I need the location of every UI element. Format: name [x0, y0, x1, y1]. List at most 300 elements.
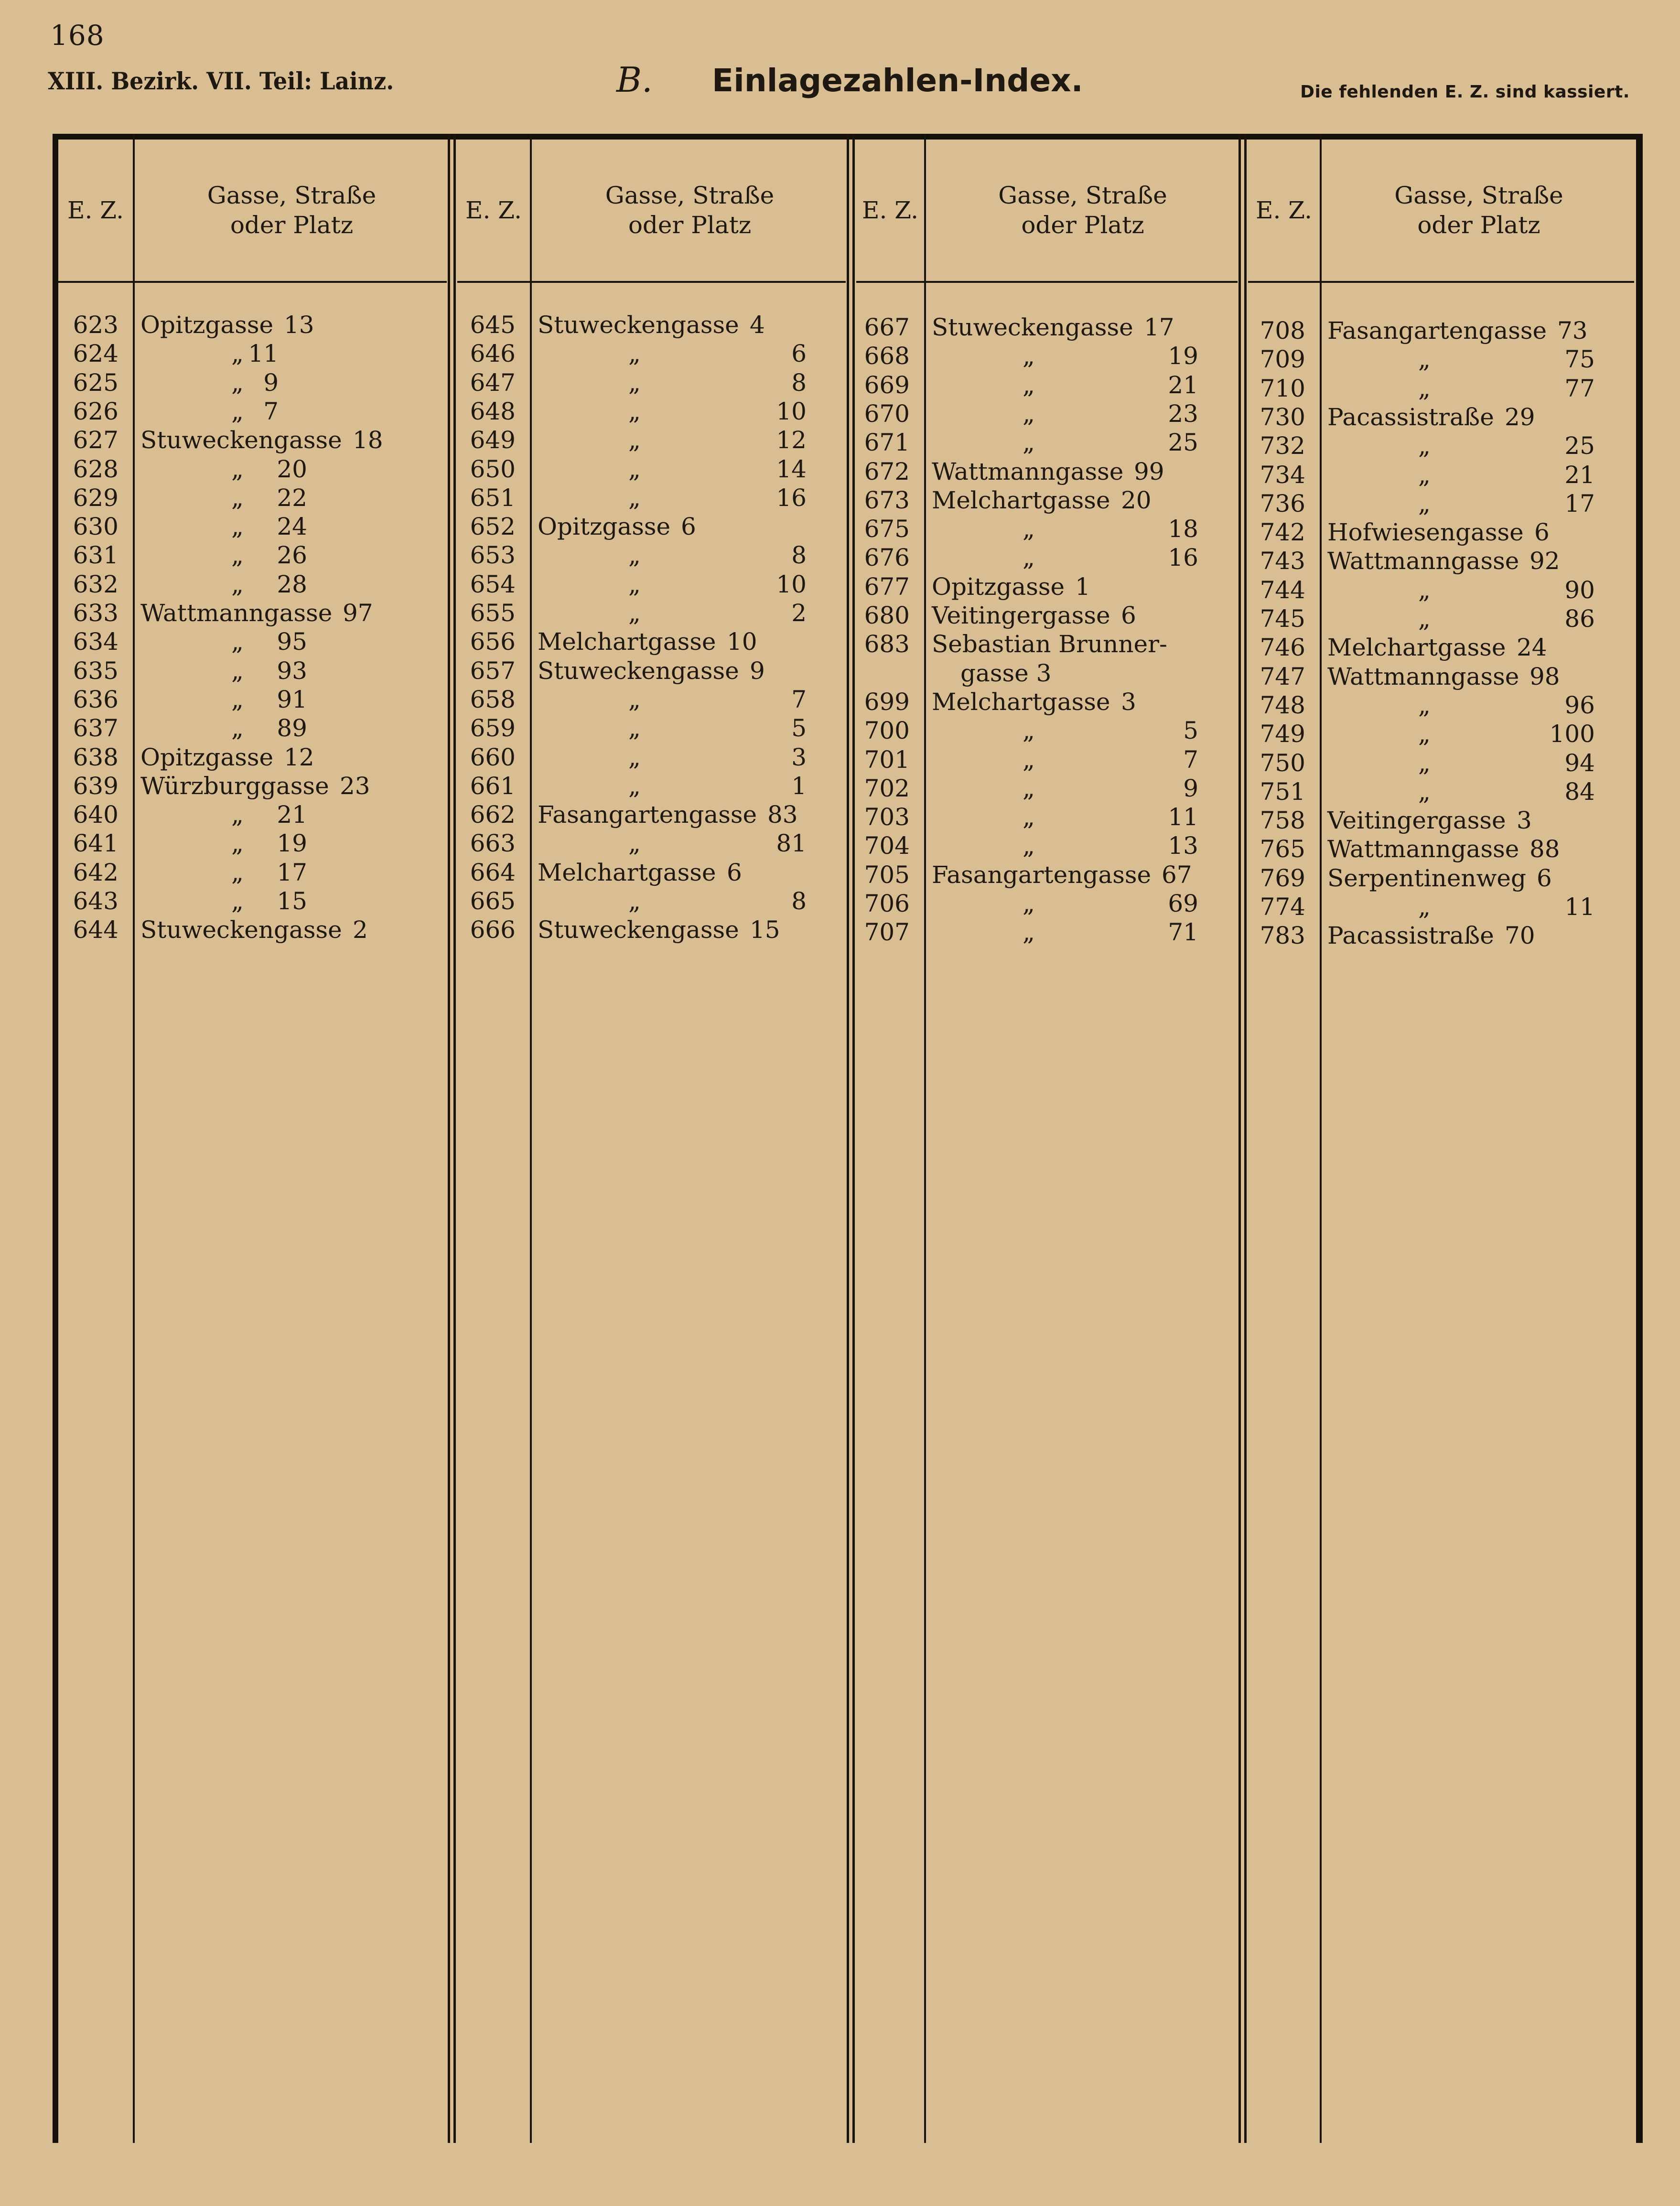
entry-ez-number: 708 — [1260, 317, 1305, 344]
entry-ez-number: 734 — [1260, 461, 1305, 489]
entry-house-number: 14 — [776, 455, 807, 483]
entry-street — [140, 599, 436, 627]
entry-house-number: 81 — [776, 829, 807, 858]
entry-street — [140, 743, 436, 772]
column-divider — [924, 134, 926, 2143]
entry-house-number: 95 — [277, 628, 307, 656]
entry-street-name: „ — [231, 340, 244, 368]
entry-ez-number: 783 — [1260, 922, 1305, 950]
entry-ez-number: 665 — [470, 887, 516, 915]
entry-house-number: 25 — [1168, 429, 1198, 457]
entry-street-name: „ — [1418, 691, 1431, 719]
entry-ez-number: 710 — [1260, 374, 1305, 402]
street-header-line1: Gasse, Straße — [207, 182, 377, 209]
entry-house-number: 4 — [750, 311, 765, 339]
entry-ez-number: 650 — [470, 455, 516, 483]
entry-house-number: 20 — [1121, 486, 1152, 514]
entry-street-name: „ — [1418, 749, 1431, 777]
entry-ez-number: 746 — [1260, 634, 1305, 662]
entry-house-number: 16 — [1168, 544, 1198, 572]
group-divider — [1244, 134, 1247, 2143]
entry-ez-number: 631 — [73, 541, 118, 570]
entry-street-name: Melchartgasse — [932, 486, 1110, 514]
entry-house-number: 18 — [353, 426, 383, 454]
entry-house-number: 10 — [776, 397, 807, 425]
entry-ez-number: 630 — [73, 513, 118, 541]
entry-street — [538, 599, 835, 627]
entry-street — [932, 918, 1227, 947]
entry-ez-number: 745 — [1260, 605, 1305, 633]
street-header-line2: oder Platz — [1417, 211, 1540, 239]
entry-ez-number: 661 — [470, 772, 516, 800]
entry-street-name: „ — [628, 455, 641, 483]
entry-ez-number: 646 — [470, 340, 516, 368]
entry-house-number: 89 — [277, 714, 307, 743]
entry-ez-number: 769 — [1260, 864, 1305, 892]
entry-street — [1327, 864, 1624, 893]
entry-street — [140, 397, 436, 426]
entry-house-number: 8 — [791, 541, 807, 570]
entry-street — [1327, 518, 1624, 547]
entry-house-number: 21 — [1564, 461, 1595, 489]
entry-house-number: 77 — [1564, 374, 1595, 402]
entry-street-name: „ — [1418, 345, 1431, 374]
entry-house-number: 86 — [1564, 605, 1595, 633]
entry-street — [932, 889, 1227, 918]
entry-house-number: 90 — [1564, 576, 1595, 604]
entry-ez-number: 660 — [470, 743, 516, 771]
entry-house-number: 91 — [277, 685, 307, 713]
entry-street-name: Wattmanngasse — [1327, 835, 1519, 863]
entry-street — [538, 858, 835, 887]
entry-street-name: „ — [231, 829, 244, 858]
entry-street-name: „ — [231, 570, 244, 598]
entry-street — [538, 714, 835, 743]
entry-street-name: Wattmanngasse — [1327, 547, 1519, 575]
entry-street — [1327, 461, 1624, 489]
entry-house-number: 98 — [1529, 662, 1560, 690]
entry-house-number: 9 — [263, 368, 279, 397]
entry-street — [538, 570, 835, 599]
entry-ez-number: 699 — [864, 688, 910, 716]
entry-ez-number: 659 — [470, 714, 516, 743]
entry-house-number: 2 — [791, 599, 807, 627]
entry-street-name: „ — [231, 455, 244, 483]
entry-street-name: „ — [628, 368, 641, 397]
entry-street — [140, 887, 436, 915]
entry-street — [932, 486, 1227, 515]
entry-house-number: 83 — [767, 801, 798, 829]
entry-street — [1327, 633, 1624, 662]
entry-house-number: 3 — [791, 743, 807, 771]
entry-street-name: „ — [628, 743, 641, 771]
entry-ez-number: 652 — [470, 513, 516, 541]
entry-street-name: „ — [1023, 342, 1035, 370]
entry-house-number: 6 — [681, 513, 696, 541]
entry-street — [1327, 806, 1624, 835]
entry-street-name: Stuweckengasse — [932, 313, 1133, 341]
entry-ez-number: 774 — [1260, 893, 1305, 921]
entry-street — [1327, 777, 1624, 806]
entry-ez-number: 748 — [1260, 691, 1305, 719]
entry-street — [1327, 576, 1624, 604]
entry-street — [932, 601, 1227, 630]
entry-street — [140, 800, 436, 829]
group-divider — [852, 134, 855, 2143]
entry-ez-number: 654 — [470, 570, 516, 598]
entry-street — [932, 572, 1227, 601]
entry-street — [932, 716, 1227, 745]
entry-street — [140, 656, 436, 685]
entry-street-name: Opitzgasse — [932, 572, 1065, 601]
entry-street — [932, 313, 1227, 342]
entry-street — [932, 371, 1227, 399]
entry-street-name: „ — [231, 887, 244, 915]
street-header-line2: oder Platz — [1021, 211, 1144, 239]
entry-street-name: „ — [1418, 777, 1431, 806]
entry-ez-number: 643 — [73, 887, 118, 915]
entry-ez-number: 629 — [73, 484, 118, 512]
entry-street — [538, 829, 835, 858]
entry-street — [538, 772, 835, 800]
entry-street — [932, 659, 1227, 688]
entry-street-name: Opitzgasse — [538, 513, 671, 541]
entry-street-name: „ — [1023, 890, 1035, 917]
entry-ez-number: 673 — [864, 486, 910, 514]
entry-ez-number: 640 — [73, 801, 118, 829]
page-title: Einlagezahlen-Index. — [712, 62, 1083, 99]
entry-street-name: Melchartgasse — [538, 628, 716, 656]
entry-house-number: 75 — [1564, 345, 1595, 374]
page-number: 168 — [50, 19, 105, 52]
entry-street-name: „ — [231, 628, 244, 656]
entry-street — [140, 426, 436, 454]
entry-street — [538, 311, 835, 339]
entry-street-name: Stuweckengasse — [538, 656, 739, 685]
entry-street-name: „ — [1023, 515, 1035, 543]
entry-ez-number: 671 — [864, 429, 910, 457]
entry-house-number: 17 — [1144, 313, 1174, 341]
entry-ez-number: 680 — [864, 602, 910, 629]
entry-street — [1327, 749, 1624, 777]
entry-street-name: „ — [1418, 461, 1431, 489]
entry-street-name: „ — [1418, 489, 1431, 517]
entry-ez-number: 702 — [864, 774, 910, 802]
entry-ez-number: 675 — [864, 515, 910, 543]
entry-street — [932, 745, 1227, 774]
entry-street-name: „ — [628, 829, 641, 858]
entry-street-name: „ — [231, 656, 244, 685]
entry-street-name: „ — [1023, 371, 1035, 399]
entry-house-number: 17 — [277, 858, 307, 886]
entry-ez-number: 636 — [73, 685, 118, 713]
entry-ez-number: 644 — [73, 916, 118, 944]
entry-street-name: „ — [1023, 918, 1035, 947]
entry-street — [932, 630, 1227, 658]
entry-street — [1327, 921, 1624, 950]
entry-house-number: 29 — [1505, 403, 1535, 431]
entry-street-name: Melchartgasse — [1327, 634, 1506, 662]
entry-street — [1327, 835, 1624, 863]
entry-street-name: „ — [231, 541, 244, 570]
entry-house-number: 18 — [1168, 515, 1198, 543]
entry-street-name: „ — [1023, 399, 1035, 428]
entry-street — [1327, 720, 1624, 748]
entry-ez-number: 669 — [864, 371, 910, 399]
entry-street — [140, 484, 436, 512]
entry-house-number: 24 — [277, 513, 307, 541]
entry-street — [538, 685, 835, 714]
entry-street-name: „ — [628, 772, 641, 800]
entry-ez-number: 626 — [73, 397, 118, 425]
entry-house-number: 8 — [791, 368, 807, 397]
entry-street-name: „ — [1418, 576, 1431, 604]
entry-street-name: „ — [1023, 717, 1035, 745]
entry-street-name: Stuweckengasse — [140, 426, 342, 454]
entry-house-number: 6 — [727, 858, 742, 886]
entry-street — [140, 915, 436, 944]
entry-street-name: „ — [628, 484, 641, 512]
entry-street — [140, 570, 436, 599]
entry-house-number: 6 — [1537, 864, 1552, 892]
entry-street — [538, 512, 835, 541]
entry-ez-number: 634 — [73, 628, 118, 656]
street-header-line2: oder Platz — [628, 211, 752, 239]
entry-street-name: „ — [628, 714, 641, 743]
entry-street-name: Opitzgasse — [140, 311, 274, 339]
entry-ez-number: 676 — [864, 544, 910, 572]
entry-ez-number: 765 — [1260, 835, 1305, 863]
entry-house-number: 17 — [1564, 489, 1595, 517]
entry-ez-number: 637 — [73, 714, 118, 743]
entry-house-number: 100 — [1549, 720, 1595, 748]
entry-street-name: Pacassistraße — [1327, 403, 1494, 431]
entry-street-name: „ — [628, 887, 641, 915]
entry-street-name: Opitzgasse — [140, 743, 274, 771]
entry-ez-number: 647 — [470, 368, 516, 397]
entry-street — [1327, 403, 1624, 431]
entry-street — [932, 428, 1227, 457]
entry-ez-number: 703 — [864, 803, 910, 831]
entry-street — [932, 688, 1227, 716]
entry-house-number: 9 — [750, 656, 765, 685]
entry-street — [932, 457, 1227, 486]
entry-ez-number: 657 — [470, 656, 516, 685]
entry-street-name: Wattmanngasse — [1327, 662, 1519, 690]
section-letter: B. — [616, 60, 653, 100]
entry-house-number: 96 — [1564, 691, 1595, 719]
street-header-line2: oder Platz — [230, 211, 354, 239]
entry-house-number: 92 — [1529, 547, 1560, 575]
entry-street-name: „ — [231, 714, 244, 743]
entry-street — [538, 800, 835, 829]
entry-ez-number: 627 — [73, 426, 118, 454]
entry-house-number: 15 — [750, 916, 780, 944]
ez-column-header — [457, 139, 530, 282]
entry-house-number: 11 — [248, 340, 279, 368]
entry-ez-number: 707 — [864, 918, 910, 947]
entry-ez-number: 749 — [1260, 720, 1305, 748]
entry-house-number: 19 — [1168, 342, 1198, 370]
entry-ez-number: 655 — [470, 599, 516, 627]
entry-house-number: 8 — [791, 887, 807, 915]
entry-ez-number: 736 — [1260, 489, 1305, 517]
entry-house-number: 10 — [727, 628, 757, 656]
entry-ez-number: 656 — [470, 628, 516, 656]
entry-street — [538, 455, 835, 484]
entry-ez-number: 651 — [470, 484, 516, 512]
entry-street — [1327, 604, 1624, 633]
entry-street — [140, 685, 436, 714]
entry-street-name: „ — [1023, 429, 1035, 457]
entry-house-number: 70 — [1505, 922, 1535, 950]
entry-street-name: „ — [1023, 544, 1035, 572]
entry-house-number: 93 — [277, 656, 307, 685]
entry-ez-number: 743 — [1260, 547, 1305, 575]
entry-ez-number: 701 — [864, 745, 910, 774]
entry-street-name: Serpentinenweg — [1327, 864, 1527, 892]
entry-street — [932, 803, 1227, 831]
entry-street-name: „ — [1418, 720, 1431, 748]
entry-house-number: 7 — [791, 685, 807, 713]
entry-street-name: „ — [628, 570, 641, 598]
entry-house-number: 69 — [1168, 890, 1198, 917]
entry-house-number: 5 — [1183, 717, 1198, 745]
entry-ez-number: 683 — [864, 630, 910, 658]
entry-street — [140, 512, 436, 541]
entry-house-number: 67 — [1162, 861, 1192, 889]
cassation-note: Die fehlenden E. Z. sind kassiert. — [1300, 82, 1630, 102]
entry-street-name: „ — [231, 397, 244, 425]
entry-street — [932, 399, 1227, 428]
entry-ez-number: 705 — [864, 861, 910, 889]
street-header-line1: Gasse, Straße — [998, 182, 1167, 209]
entry-street-name: Veitingergasse — [1327, 807, 1506, 835]
entry-street — [140, 339, 436, 368]
entry-house-number: 71 — [1168, 918, 1198, 947]
entry-ez-number: 623 — [73, 311, 118, 339]
entry-street — [538, 368, 835, 397]
entry-ez-number: 742 — [1260, 518, 1305, 547]
entry-house-number: 16 — [776, 484, 807, 512]
entry-street — [1327, 316, 1624, 345]
entry-street-name: „ — [628, 397, 641, 425]
entry-street-name: „ — [628, 541, 641, 570]
entry-house-number: 28 — [277, 570, 307, 598]
entry-street — [140, 829, 436, 858]
entry-ez-number: 672 — [864, 457, 910, 485]
entry-ez-number: 642 — [73, 858, 118, 886]
entry-street-name: Stuweckengasse — [538, 311, 739, 339]
entry-house-number: 21 — [277, 801, 307, 829]
entry-house-number: 73 — [1557, 317, 1588, 344]
entry-street-name: Wattmanngasse — [932, 457, 1124, 485]
entry-house-number: 1 — [791, 772, 807, 800]
entry-house-number: 3 — [1517, 807, 1532, 835]
entry-house-number: 7 — [263, 397, 279, 425]
entry-street-name: Stuweckengasse — [140, 916, 342, 944]
entry-street — [1327, 374, 1624, 403]
entry-street — [538, 887, 835, 915]
entry-street — [140, 714, 436, 743]
street-column-header — [534, 139, 846, 282]
entry-street — [538, 743, 835, 772]
entry-house-number: 84 — [1564, 777, 1595, 806]
entry-street-name: Stuweckengasse — [538, 916, 739, 944]
entry-ez-number: 662 — [470, 801, 516, 829]
entry-ez-number: 709 — [1260, 345, 1305, 374]
entry-house-number: 9 — [1183, 774, 1198, 802]
entry-street — [140, 455, 436, 484]
entry-street — [538, 426, 835, 454]
entry-street-name: „ — [231, 801, 244, 829]
entry-house-number: 3 — [1121, 688, 1136, 716]
ez-header-label: E. Z. — [1255, 196, 1313, 224]
ez-column-header — [1248, 139, 1320, 282]
entry-ez-number: 700 — [864, 717, 910, 745]
entry-ez-number: 706 — [864, 890, 910, 917]
entry-house-number: 2 — [353, 916, 368, 944]
entry-ez-number: 624 — [73, 340, 118, 368]
entry-ez-number: 668 — [864, 342, 910, 370]
entry-street — [1327, 662, 1624, 691]
street-header-line1: Gasse, Straße — [1394, 182, 1563, 209]
entry-ez-number: 751 — [1260, 777, 1305, 806]
entry-ez-number: 641 — [73, 829, 118, 858]
entry-ez-number: 638 — [73, 743, 118, 771]
entry-street-name: Fasangartengasse — [932, 861, 1152, 889]
column-divider — [133, 134, 135, 2143]
entry-street-name: Hofwiesengasse — [1327, 518, 1524, 547]
entry-house-number: 94 — [1564, 749, 1595, 777]
entry-house-number: 88 — [1529, 835, 1560, 863]
entry-house-number: 10 — [776, 570, 807, 598]
entry-street — [538, 397, 835, 426]
entry-street-name: Wattmanngasse — [140, 599, 333, 627]
entry-street-name: „ — [1023, 832, 1035, 860]
group-divider — [847, 134, 849, 2143]
entry-street-name: „ — [231, 858, 244, 886]
column-divider — [1320, 134, 1322, 2143]
entry-house-number: 6 — [1121, 602, 1136, 629]
column-divider — [530, 134, 532, 2143]
entry-house-number: 22 — [277, 484, 307, 512]
entry-street-name: „ — [1023, 774, 1035, 802]
entry-ez-number: 750 — [1260, 749, 1305, 777]
entry-ez-number: 704 — [864, 832, 910, 860]
entry-street-name: Fasangartengasse — [1327, 317, 1547, 344]
entry-street-name: „ — [231, 368, 244, 397]
ez-header-label: E. Z. — [862, 196, 919, 224]
entry-house-number: 24 — [1517, 634, 1547, 662]
entry-street — [1327, 893, 1624, 921]
entry-house-number: 19 — [277, 829, 307, 858]
entry-street-name: „ — [231, 685, 244, 713]
entry-street — [1327, 547, 1624, 575]
entry-street — [932, 831, 1227, 860]
entry-street-name: gasse 3 — [960, 659, 1052, 687]
entry-ez-number: 635 — [73, 656, 118, 685]
entry-house-number: 11 — [1564, 893, 1595, 921]
entry-street — [140, 541, 436, 570]
entry-ez-number: 732 — [1260, 432, 1305, 460]
entry-street-name: „ — [1023, 745, 1035, 774]
group-divider — [448, 134, 450, 2143]
entry-house-number: 6 — [791, 340, 807, 368]
entry-ez-number: 670 — [864, 399, 910, 428]
entry-ez-number: 632 — [73, 570, 118, 598]
entry-street — [932, 342, 1227, 370]
